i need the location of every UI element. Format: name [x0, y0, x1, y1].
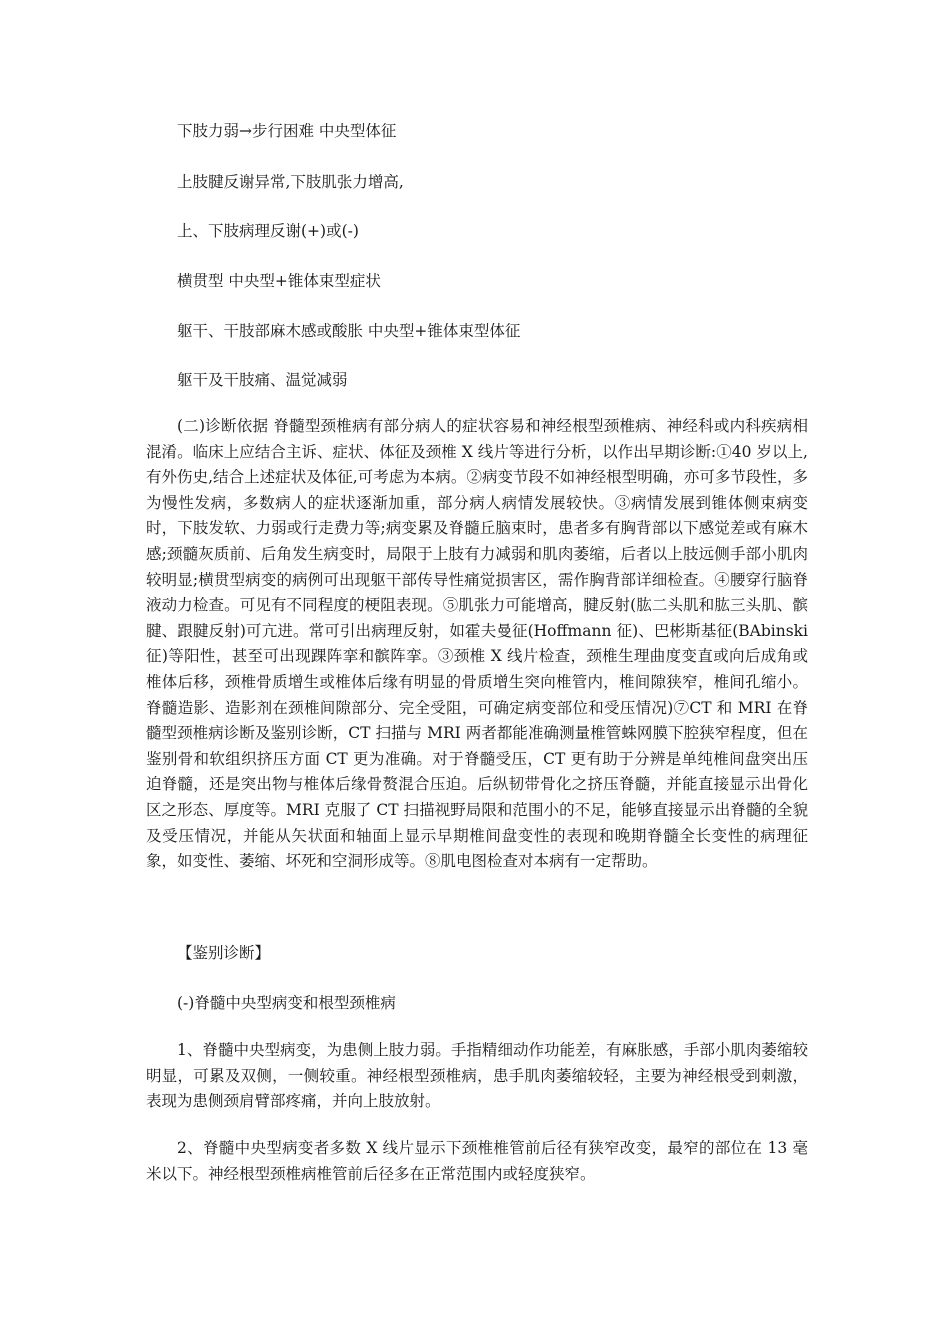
- section-heading: 【鉴别诊断】: [177, 944, 271, 962]
- text-line: 横贯型 中央型+锥体束型症状: [177, 272, 381, 290]
- list-item: 1、脊髓中央型病变，为患侧上肢力弱。手指精细动作功能差，有麻胀感，手部小肌肉萎缩较明显，可累及双侧，一侧较重。神经根型颈椎病，患手肌肉萎缩较轻，主要为神经根受到刺激，表现为患侧颈肩臂部疼痛，并向上肢放射。: [146, 1041, 808, 1111]
- text-line: 躯干及干肢痛、温觉减弱: [177, 371, 348, 389]
- list-item: 2、脊髓中央型病变者多数 X 线片显示下颈椎椎管前后径有狭窄改变，最窄的部位在 13 毫米以下。神经根型颈椎病椎管前后径多在正常范围内或轻度狭窄。: [146, 1139, 808, 1183]
- text-line: 上肢腱反谢异常,下肢肌张力增高,: [177, 173, 404, 191]
- text-line: 上、下肢病理反谢(+)或(-): [177, 222, 359, 240]
- diagnosis-paragraph: (二)诊断依据 脊髓型颈椎病有部分病人的症状容易和神经根型颈椎病、神经科或内科疾病相混淆。临床上应结合主诉、症状、体征及颈椎 X 线片等进行分析，以作出早期诊断:①40 岁以上,有外伤史,结合上述症状及体征,可考虑为本病。②病变节段不如神经根型明确，亦可多节段性，多为慢性发病，多数病人的症状逐渐加重，部分病人病情发展较快。③病情发展到锥体侧束病变时，下肢发软、力弱或行走费力等;病变累及脊髓丘脑束时，患者多有胸背部以下感觉差或有麻木感;颈髓灰质前、后角发生病变时，局限于上肢有力减弱和肌肉萎缩，后者以上肢远侧手部小肌肉较明显;横贯型病变的病例可出现躯干部传导性痛觉损害区，需作胸背部详细检查。④腰穿行脑脊液动力检查。可见有不同程度的梗阻表现。⑤肌张力可能增高，腱反射(肱二头肌和肱三头肌、髌腱、跟腱反射)可亢进。常可引出病理反射，如霍夫曼征(Hoffmann 征)、巴彬斯基征(BAbinski 征)等阳性，甚至可出现踝阵挛和髌阵挛。③颈椎 X 线片检查，颈椎生理曲度变直或向后成角或椎体后移，颈椎骨质增生或椎体后缘有明显的骨质增生突向椎管内，椎间隙狭窄，椎间孔缩小。脊髓造影、造影剂在颈椎间隙部分、完全受阻，可确定病变部位和受压情况)⑦CT 和 MRI 在脊髓型颈椎病诊断及鉴别诊断，CT 扫描与 MRI 两者都能准确测量椎管蛛网膜下腔狭窄程度，但在鉴别骨和软组织挤压方面 CT 更为准确。对于脊髓受压，CT 更有助于分辨是单纯椎间盘突出压迫脊髓，还是突出物与椎体后缘骨赘混合压迫。后纵韧带骨化之挤压脊髓，并能直接显示出骨化区之形态、厚度等。MRI 克服了 CT 扫描视野局限和范围小的不足，能够直接显示出脊髓的全貌及受压情况，并能从矢状面和轴面上显示早期椎间盘变性的表现和晚期脊髓全长变性的病理征象，如变性、萎缩、坏死和空洞形成等。⑧肌电图检查对本病有一定帮助。: [146, 417, 808, 871]
- text-line: 躯干、干肢部麻木感或酸胀 中央型+锥体束型体征: [177, 322, 521, 340]
- text-line: 下肢力弱→步行困难 中央型体征: [177, 122, 397, 140]
- subheading: (-)脊髓中央型病变和根型颈椎病: [177, 994, 396, 1012]
